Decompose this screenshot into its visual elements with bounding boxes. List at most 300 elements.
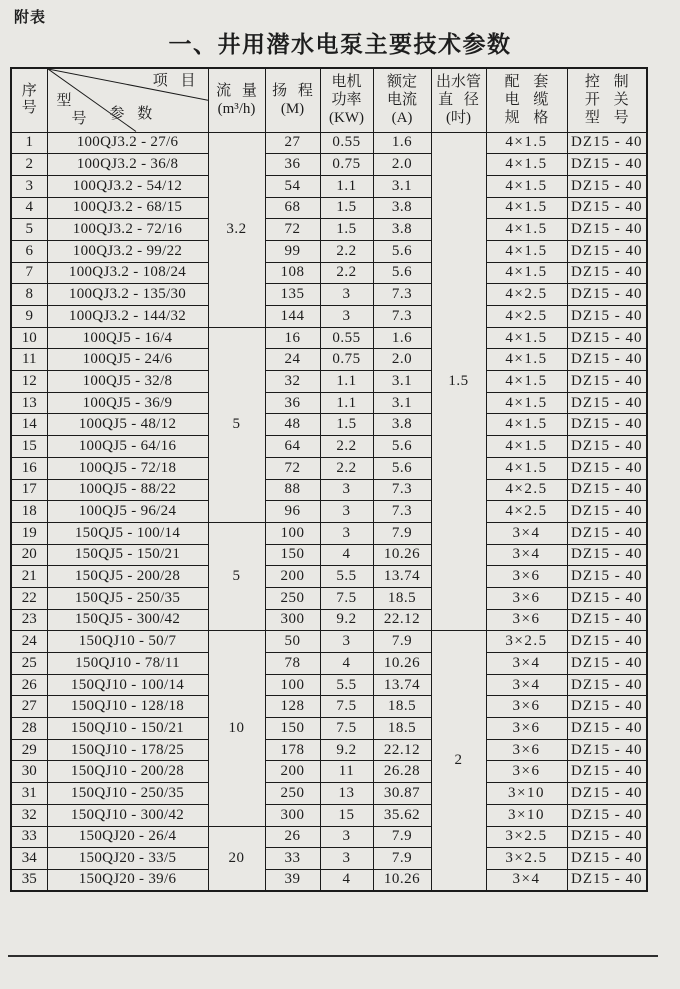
cell-model: 100QJ5 - 64/16 [47, 436, 208, 458]
cell-power: 3 [320, 848, 373, 870]
header-head [265, 68, 320, 132]
cell-seq: 21 [11, 566, 47, 588]
cell-seq: 17 [11, 479, 47, 501]
cell-power: 2.2 [320, 240, 373, 262]
cell-model: 150QJ20 - 33/5 [47, 848, 208, 870]
cell-switch: DZ15 - 40 [567, 848, 647, 870]
cell-head: 64 [265, 436, 320, 458]
cell-head: 36 [265, 154, 320, 176]
cell-model: 150QJ5 - 100/14 [47, 522, 208, 544]
cell-power: 13 [320, 783, 373, 805]
header-cable-line1: 配 套 [504, 73, 549, 90]
cell-power: 1.5 [320, 414, 373, 436]
cell-model: 100QJ3.2 - 99/22 [47, 240, 208, 262]
table-row [11, 457, 647, 479]
cell-head: 78 [265, 653, 320, 675]
cell-seq: 20 [11, 544, 47, 566]
header-seq-char-1: 序 [21, 83, 37, 99]
cell-current: 1.6 [373, 327, 431, 349]
table-row [11, 392, 647, 414]
cell-current: 13.74 [373, 566, 431, 588]
cell-model: 100QJ3.2 - 68/15 [47, 197, 208, 219]
cell-seq: 24 [11, 631, 47, 653]
cell-flow-merged: 10 [208, 631, 265, 826]
cell-power: 1.5 [320, 197, 373, 219]
table-row [11, 848, 647, 870]
cell-power: 3 [320, 501, 373, 523]
cell-model: 100QJ3.2 - 135/30 [47, 284, 208, 306]
cell-seq: 13 [11, 392, 47, 414]
cell-current: 10.26 [373, 869, 431, 891]
table-row [11, 132, 647, 154]
cell-current: 18.5 [373, 587, 431, 609]
cell-head: 50 [265, 631, 320, 653]
cell-model: 100QJ3.2 - 108/24 [47, 262, 208, 284]
cell-power: 1.1 [320, 175, 373, 197]
cell-model: 150QJ5 - 250/35 [47, 587, 208, 609]
cell-head: 48 [265, 414, 320, 436]
cell-seq: 30 [11, 761, 47, 783]
cell-current: 7.3 [373, 479, 431, 501]
cell-cable: 3×4 [486, 544, 567, 566]
cell-cable: 3×6 [486, 761, 567, 783]
table-row [11, 414, 647, 436]
cell-flow-merged: 5 [208, 522, 265, 630]
cell-model: 100QJ3.2 - 54/12 [47, 175, 208, 197]
cell-model: 100QJ3.2 - 72/16 [47, 219, 208, 241]
cell-power: 0.75 [320, 349, 373, 371]
table-row [11, 262, 647, 284]
cell-seq: 6 [11, 240, 47, 262]
cell-head: 26 [265, 826, 320, 848]
page-title: 一、井用潜水电泵主要技术参数 [168, 31, 512, 57]
cell-power: 5.5 [320, 566, 373, 588]
cell-current: 5.6 [373, 436, 431, 458]
pump-parameters-table [10, 67, 648, 892]
cell-head: 150 [265, 544, 320, 566]
cell-switch: DZ15 - 40 [567, 284, 647, 306]
table-row [11, 674, 647, 696]
cell-switch: DZ15 - 40 [567, 349, 647, 371]
cell-current: 18.5 [373, 718, 431, 740]
cell-head: 200 [265, 566, 320, 588]
cell-current: 3.8 [373, 197, 431, 219]
cell-switch: DZ15 - 40 [567, 544, 647, 566]
cell-switch: DZ15 - 40 [567, 414, 647, 436]
cell-cable: 3×4 [486, 522, 567, 544]
header-current [373, 68, 431, 132]
table-row [11, 349, 647, 371]
cell-cable: 3×6 [486, 739, 567, 761]
cell-seq: 33 [11, 826, 47, 848]
cell-seq: 8 [11, 284, 47, 306]
cell-current: 7.3 [373, 501, 431, 523]
cell-head: 39 [265, 869, 320, 891]
table-row [11, 783, 647, 805]
table-row [11, 479, 647, 501]
cell-current: 5.6 [373, 262, 431, 284]
cell-head: 27 [265, 132, 320, 154]
table-row [11, 501, 647, 523]
header-head-unit: (M) [280, 101, 305, 118]
cell-head: 100 [265, 522, 320, 544]
cell-switch: DZ15 - 40 [567, 869, 647, 891]
cell-model: 100QJ5 - 88/22 [47, 479, 208, 501]
cell-seq: 11 [11, 349, 47, 371]
appendix-label: 附表 [14, 9, 47, 26]
cell-power: 9.2 [320, 739, 373, 761]
cell-current: 26.28 [373, 761, 431, 783]
cell-switch: DZ15 - 40 [567, 674, 647, 696]
header-switch-line2: 开 关 [584, 92, 629, 109]
header-cable-line2: 电 缆 [504, 92, 549, 109]
cell-head: 300 [265, 804, 320, 826]
cell-head: 128 [265, 696, 320, 718]
cell-cable: 4×1.5 [486, 436, 567, 458]
cell-current: 5.6 [373, 457, 431, 479]
cell-head: 250 [265, 783, 320, 805]
table-body [11, 132, 647, 891]
cell-cable: 4×1.5 [486, 371, 567, 393]
cell-power: 0.75 [320, 154, 373, 176]
cell-power: 1.5 [320, 219, 373, 241]
cell-switch: DZ15 - 40 [567, 653, 647, 675]
cell-switch: DZ15 - 40 [567, 783, 647, 805]
cell-power: 9.2 [320, 609, 373, 631]
cell-switch: DZ15 - 40 [567, 501, 647, 523]
cell-switch: DZ15 - 40 [567, 739, 647, 761]
cell-seq: 25 [11, 653, 47, 675]
cell-power: 3 [320, 522, 373, 544]
cell-cable: 3×6 [486, 696, 567, 718]
cell-model: 150QJ10 - 50/7 [47, 631, 208, 653]
cell-current: 7.9 [373, 522, 431, 544]
cell-head: 72 [265, 219, 320, 241]
header-flow [208, 68, 265, 132]
cell-switch: DZ15 - 40 [567, 609, 647, 631]
header-model-char-1: 型 [56, 93, 72, 109]
cell-model: 150QJ10 - 200/28 [47, 761, 208, 783]
cell-current: 18.5 [373, 696, 431, 718]
table-row [11, 522, 647, 544]
cell-seq: 22 [11, 587, 47, 609]
cell-model: 100QJ3.2 - 144/32 [47, 306, 208, 328]
cell-switch: DZ15 - 40 [567, 154, 647, 176]
table-row [11, 739, 647, 761]
cell-seq: 10 [11, 327, 47, 349]
cell-switch: DZ15 - 40 [567, 197, 647, 219]
header-current-line1: 额定 [386, 73, 417, 90]
cell-seq: 23 [11, 609, 47, 631]
cell-head: 108 [265, 262, 320, 284]
cell-head: 72 [265, 457, 320, 479]
table-row [11, 154, 647, 176]
cell-cable: 4×1.5 [486, 414, 567, 436]
cell-cable: 4×1.5 [486, 392, 567, 414]
table-row [11, 587, 647, 609]
cell-seq: 32 [11, 804, 47, 826]
cell-switch: DZ15 - 40 [567, 219, 647, 241]
header-outlet-unit: (吋) [446, 110, 471, 127]
table-row [11, 327, 647, 349]
cell-flow-merged: 3.2 [208, 132, 265, 327]
cell-cable: 3×4 [486, 653, 567, 675]
header-power-unit: (KW) [329, 110, 364, 127]
cell-power: 1.1 [320, 371, 373, 393]
table-row [11, 804, 647, 826]
cell-seq: 29 [11, 739, 47, 761]
cell-model: 150QJ10 - 300/42 [47, 804, 208, 826]
cell-switch: DZ15 - 40 [567, 262, 647, 284]
cell-current: 5.6 [373, 240, 431, 262]
cell-outlet-merged: 2 [431, 631, 486, 891]
cell-head: 16 [265, 327, 320, 349]
cell-model: 100QJ5 - 72/18 [47, 457, 208, 479]
cell-model: 150QJ10 - 150/21 [47, 718, 208, 740]
cell-switch: DZ15 - 40 [567, 306, 647, 328]
cell-head: 33 [265, 848, 320, 870]
cell-switch: DZ15 - 40 [567, 718, 647, 740]
cell-current: 3.8 [373, 414, 431, 436]
table-row [11, 219, 647, 241]
cell-power: 3 [320, 479, 373, 501]
cell-head: 150 [265, 718, 320, 740]
cell-seq: 4 [11, 197, 47, 219]
cell-power: 2.2 [320, 262, 373, 284]
cell-head: 32 [265, 371, 320, 393]
cell-power: 4 [320, 544, 373, 566]
cell-switch: DZ15 - 40 [567, 436, 647, 458]
cell-head: 300 [265, 609, 320, 631]
cell-model: 150QJ10 - 78/11 [47, 653, 208, 675]
cell-cable: 3×10 [486, 804, 567, 826]
cell-switch: DZ15 - 40 [567, 761, 647, 783]
cell-model: 100QJ5 - 36/9 [47, 392, 208, 414]
cell-model: 100QJ3.2 - 36/8 [47, 154, 208, 176]
cell-power: 2.2 [320, 457, 373, 479]
cell-head: 250 [265, 587, 320, 609]
cell-switch: DZ15 - 40 [567, 566, 647, 588]
cell-power: 1.1 [320, 392, 373, 414]
cell-seq: 12 [11, 371, 47, 393]
cell-seq: 34 [11, 848, 47, 870]
table-row [11, 631, 647, 653]
header-current-unit: (A) [391, 110, 413, 127]
cell-seq: 2 [11, 154, 47, 176]
header-cable-line3: 规 格 [504, 110, 549, 127]
cell-seq: 28 [11, 718, 47, 740]
cell-cable: 3×6 [486, 609, 567, 631]
cell-model: 100QJ5 - 96/24 [47, 501, 208, 523]
table-row [11, 197, 647, 219]
cell-cable: 3×6 [486, 587, 567, 609]
table-row [11, 306, 647, 328]
cell-power: 5.5 [320, 674, 373, 696]
cell-cable: 3×6 [486, 566, 567, 588]
table-row [11, 653, 647, 675]
cell-seq: 26 [11, 674, 47, 696]
table-row [11, 718, 647, 740]
cell-cable: 4×1.5 [486, 240, 567, 262]
cell-power: 4 [320, 869, 373, 891]
cell-current: 7.9 [373, 631, 431, 653]
cell-head: 100 [265, 674, 320, 696]
cell-power: 3 [320, 284, 373, 306]
cell-switch: DZ15 - 40 [567, 804, 647, 826]
cell-cable: 3×2.5 [486, 826, 567, 848]
header-switch [567, 68, 647, 132]
cell-power: 3 [320, 826, 373, 848]
header-model-char-2: 号 [71, 111, 87, 127]
cell-power: 3 [320, 631, 373, 653]
cell-model: 150QJ20 - 26/4 [47, 826, 208, 848]
cell-current: 3.1 [373, 392, 431, 414]
cell-switch: DZ15 - 40 [567, 522, 647, 544]
cell-current: 2.0 [373, 349, 431, 371]
header-cable [486, 68, 567, 132]
header-flow-unit: (m³/h) [217, 101, 256, 118]
header-power [320, 68, 373, 132]
header-current-line2: 电流 [386, 92, 417, 109]
cell-current: 30.87 [373, 783, 431, 805]
cell-cable: 3×10 [486, 783, 567, 805]
cell-current: 7.9 [373, 848, 431, 870]
cell-current: 35.62 [373, 804, 431, 826]
cell-cable: 3×4 [486, 674, 567, 696]
header-head-title: 扬 程 [272, 82, 313, 99]
cell-head: 96 [265, 501, 320, 523]
cell-current: 22.12 [373, 609, 431, 631]
cell-current: 3.8 [373, 219, 431, 241]
cell-switch: DZ15 - 40 [567, 457, 647, 479]
cell-cable: 4×2.5 [486, 501, 567, 523]
cell-switch: DZ15 - 40 [567, 826, 647, 848]
cell-cable: 4×1.5 [486, 349, 567, 371]
cell-cable: 3×4 [486, 869, 567, 891]
header-seq-char-2: 号 [21, 100, 37, 117]
table-row [11, 869, 647, 891]
cell-current: 3.1 [373, 175, 431, 197]
cell-power: 2.2 [320, 436, 373, 458]
header-item-label: 项 目 [152, 73, 196, 89]
cell-seq: 14 [11, 414, 47, 436]
cell-cable: 4×1.5 [486, 262, 567, 284]
cell-seq: 16 [11, 457, 47, 479]
cell-current: 2.0 [373, 154, 431, 176]
table-row [11, 826, 647, 848]
cell-model: 100QJ5 - 16/4 [47, 327, 208, 349]
cell-model: 150QJ10 - 178/25 [47, 739, 208, 761]
cell-head: 144 [265, 306, 320, 328]
cell-switch: DZ15 - 40 [567, 175, 647, 197]
cell-current: 22.12 [373, 739, 431, 761]
cell-current: 1.6 [373, 132, 431, 154]
header-diagonal-model [47, 68, 208, 132]
cell-power: 3 [320, 306, 373, 328]
header-outlet-line2: 直 径 [438, 92, 479, 109]
cell-switch: DZ15 - 40 [567, 371, 647, 393]
header-outlet [431, 68, 486, 132]
cell-power: 0.55 [320, 132, 373, 154]
header-switch-line1: 控 制 [584, 73, 629, 90]
header-row [11, 68, 647, 132]
cell-current: 7.3 [373, 306, 431, 328]
cell-switch: DZ15 - 40 [567, 696, 647, 718]
cell-flow-merged: 5 [208, 327, 265, 522]
cell-seq: 5 [11, 219, 47, 241]
cell-power: 11 [320, 761, 373, 783]
cell-model: 150QJ10 - 128/18 [47, 696, 208, 718]
header-switch-line3: 型 号 [584, 110, 629, 127]
header-outlet-line1: 出水管 [435, 73, 481, 90]
cell-seq: 9 [11, 306, 47, 328]
cell-flow-merged: 20 [208, 826, 265, 891]
cell-head: 178 [265, 739, 320, 761]
cell-cable: 4×1.5 [486, 219, 567, 241]
cell-cable: 3×6 [486, 718, 567, 740]
cell-cable: 4×1.5 [486, 175, 567, 197]
header-param-label: 参 数 [109, 106, 153, 122]
table-row [11, 371, 647, 393]
cell-cable: 3×2.5 [486, 631, 567, 653]
cell-power: 7.5 [320, 696, 373, 718]
cell-power: 7.5 [320, 718, 373, 740]
cell-current: 7.9 [373, 826, 431, 848]
header-power-line1: 电机 [331, 73, 362, 90]
cell-head: 24 [265, 349, 320, 371]
cell-seq: 19 [11, 522, 47, 544]
table-row [11, 566, 647, 588]
table-row [11, 544, 647, 566]
cell-cable: 4×2.5 [486, 479, 567, 501]
cell-head: 36 [265, 392, 320, 414]
cell-seq: 18 [11, 501, 47, 523]
cell-switch: DZ15 - 40 [567, 479, 647, 501]
cell-model: 150QJ10 - 100/14 [47, 674, 208, 696]
cell-seq: 31 [11, 783, 47, 805]
cell-seq: 1 [11, 132, 47, 154]
cell-cable: 3×2.5 [486, 848, 567, 870]
cell-model: 150QJ5 - 150/21 [47, 544, 208, 566]
cell-current: 10.26 [373, 653, 431, 675]
cell-cable: 4×1.5 [486, 197, 567, 219]
cell-model: 150QJ5 - 200/28 [47, 566, 208, 588]
table-row [11, 436, 647, 458]
cell-seq: 27 [11, 696, 47, 718]
table-row [11, 284, 647, 306]
table-row [11, 175, 647, 197]
cell-current: 3.1 [373, 371, 431, 393]
cell-current: 7.3 [373, 284, 431, 306]
footer-rule [8, 955, 658, 957]
cell-switch: DZ15 - 40 [567, 587, 647, 609]
cell-head: 88 [265, 479, 320, 501]
table-row [11, 609, 647, 631]
cell-model: 100QJ5 - 24/6 [47, 349, 208, 371]
cell-model: 100QJ5 - 48/12 [47, 414, 208, 436]
table-row [11, 761, 647, 783]
cell-power: 7.5 [320, 587, 373, 609]
cell-head: 68 [265, 197, 320, 219]
cell-seq: 3 [11, 175, 47, 197]
cell-switch: DZ15 - 40 [567, 327, 647, 349]
cell-model: 150QJ5 - 300/42 [47, 609, 208, 631]
cell-cable: 4×1.5 [486, 457, 567, 479]
cell-model: 100QJ5 - 32/8 [47, 371, 208, 393]
cell-model: 150QJ20 - 39/6 [47, 869, 208, 891]
cell-cable: 4×1.5 [486, 327, 567, 349]
table-row [11, 696, 647, 718]
